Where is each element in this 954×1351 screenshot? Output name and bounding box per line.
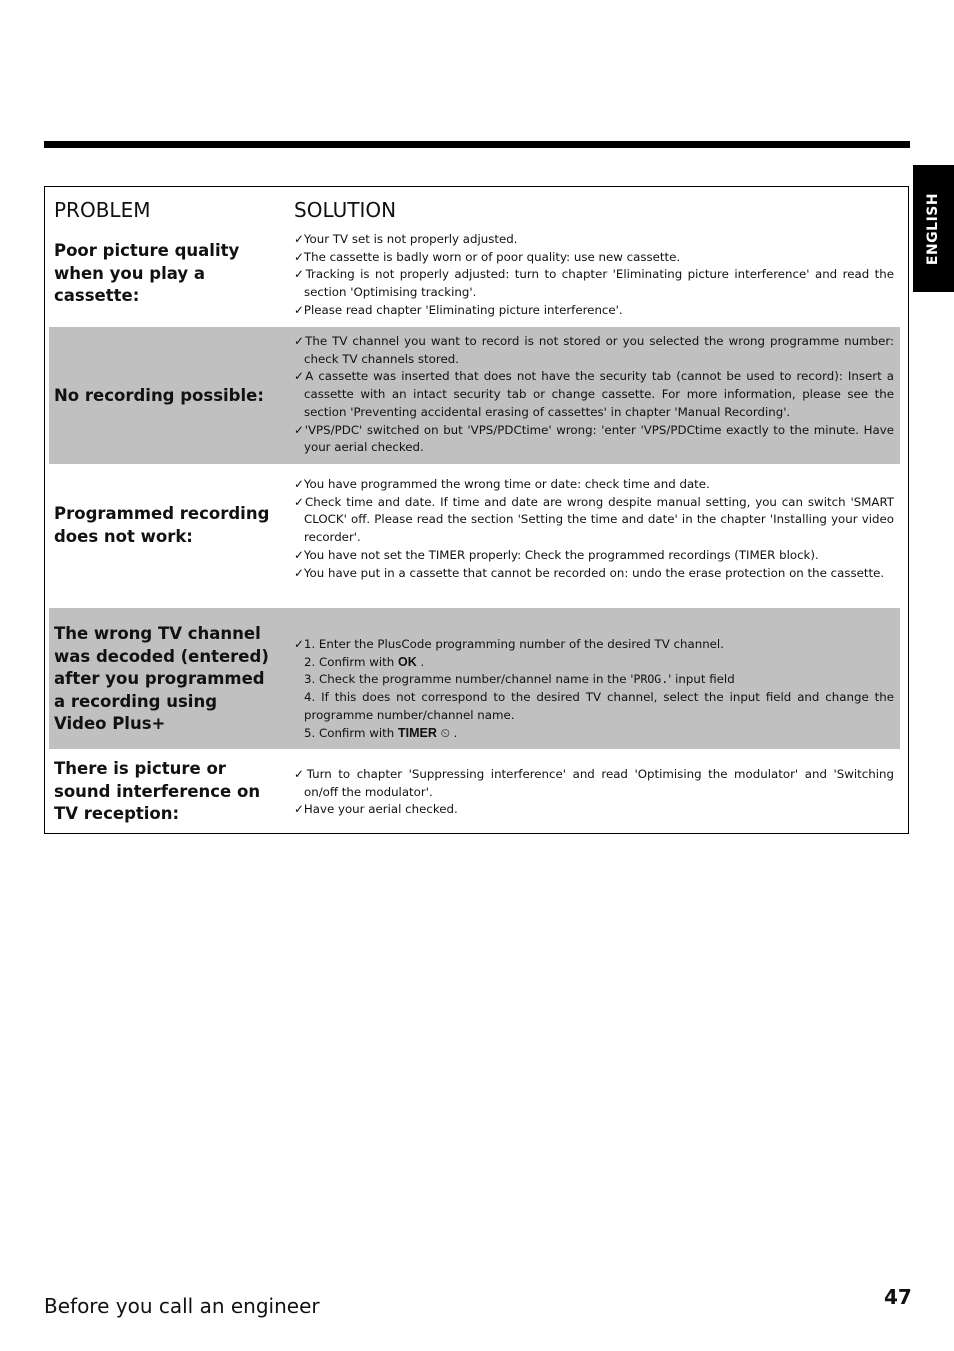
- step-text: 5. Confirm with: [304, 725, 399, 740]
- solution-steps: [294, 636, 894, 742]
- page-number: 47: [884, 1285, 912, 1309]
- problem-text: Programmed recording does not work:: [54, 504, 270, 546]
- solution-item: ✓You have programmed the wrong time or date: check time and date.: [294, 477, 710, 491]
- solution-list: [294, 476, 894, 582]
- solution-step: [294, 671, 894, 689]
- solution-item: ✓Check time and date. If time and date are wrong despite manual setting, you can switch 'SMART CLOCK' off. Please read the section 'Setting the time and date' in the chapter 'Installing your video recorder'.: [294, 494, 894, 545]
- table-row: [49, 466, 900, 606]
- solution-item: ✓The TV channel you want to record is not stored or you selected the wrong programme number: check TV channels stored.: [294, 334, 894, 366]
- top-rule: [44, 141, 910, 148]
- step-text: 3. Check the programme number/channel name in the ': [304, 672, 634, 687]
- table-row: [49, 228, 900, 325]
- solution-item: ✓Turn to chapter 'Suppressing interference' and read 'Optimising the modulator' and 'Switching on/off the modulator'.: [294, 767, 894, 799]
- problem-text: Poor picture quality when you play a cassette:: [54, 241, 240, 305]
- solution-item: ✓You have not set the TIMER properly: Check the programmed recordings (TIMER block).: [294, 547, 819, 562]
- ok-key-label: OK: [398, 654, 417, 669]
- step-text: 2. Confirm with: [304, 654, 399, 669]
- solution-step: [294, 654, 894, 672]
- solution-list: [294, 766, 894, 819]
- solution-header: SOLUTION: [294, 198, 397, 222]
- problem-text: No recording possible:: [54, 386, 264, 405]
- table-row: [49, 327, 900, 464]
- solution-item: ✓'VPS/PDC' switched on but 'VPS/PDCtime' wrong: 'enter 'VPS/PDCtime exactly to the minute. Have your aerial checked.: [294, 422, 894, 455]
- solution-item: ✓Tracking is not properly adjusted: turn to chapter 'Eliminating picture interference' and read the section 'Optimising tracking'.: [294, 267, 894, 300]
- solution-step: 4. If this does not correspond to the desired TV channel, select the input field and change the programme number/channel name.: [304, 690, 894, 722]
- step-text: .: [416, 654, 425, 669]
- step-text: ' input field: [668, 672, 735, 687]
- clock-icon: ⏲: [440, 725, 450, 740]
- solution-step: ✓1. Enter the PlusCode programming number of the desired TV channel.: [294, 637, 724, 651]
- section-title: Before you call an engineer: [44, 1294, 320, 1318]
- prog-field-label: PROG.: [633, 672, 669, 687]
- table-row: [49, 608, 900, 749]
- table-row: [49, 751, 900, 833]
- solution-list: [294, 333, 894, 457]
- solution-item: ✓The cassette is badly worn or of poor quality: use new cassette.: [294, 249, 681, 264]
- solution-item: ✓Please read chapter 'Eliminating picture interference'.: [294, 302, 623, 317]
- solution-item: ✓A cassette was inserted that does not have the security tab (cannot be used to record): Insert a cassette with an intact security tab or change cassette. For more information, please see the section 'Preventing accidental erasing of cassettes' in chapter 'Manual Recording'.: [294, 369, 894, 419]
- problem-header: PROBLEM: [54, 198, 151, 222]
- solution-item: ✓Your TV set is not properly adjusted.: [294, 232, 518, 246]
- solution-item: ✓Have your aerial checked.: [294, 802, 458, 817]
- language-tab-label: ENGLISH: [925, 192, 942, 265]
- problem-text: There is picture or sound interference on TV reception:: [54, 759, 261, 823]
- step-text: .: [449, 725, 458, 740]
- problem-text: The wrong TV channel was decoded (entered) after you programmed a recording using Video Plus+: [54, 624, 269, 733]
- language-tab: [913, 165, 954, 292]
- timer-key-label: TIMER: [398, 725, 437, 740]
- solution-step: [294, 725, 894, 743]
- solution-item: ✓You have put in a cassette that cannot be recorded on: undo the erase protection on the cassette.: [294, 565, 885, 580]
- solution-list: [294, 231, 894, 320]
